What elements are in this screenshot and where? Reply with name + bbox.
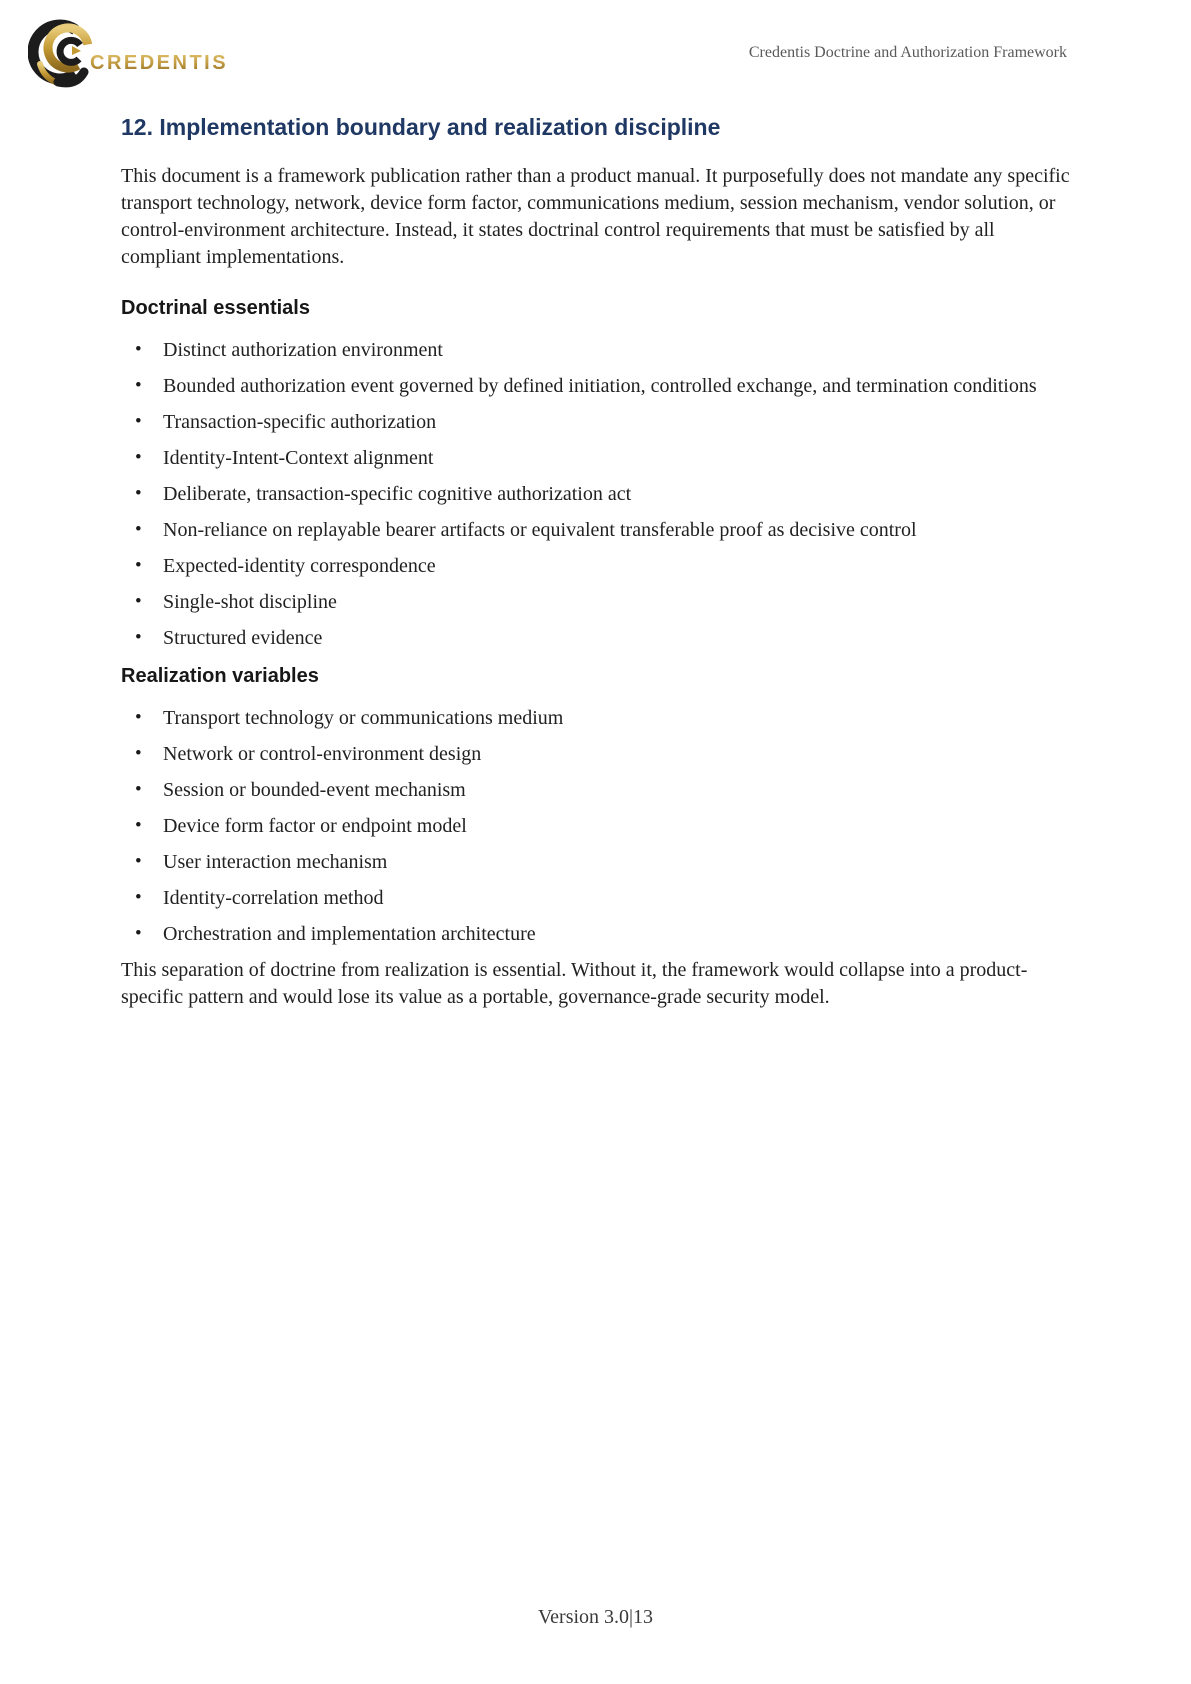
list-item: • Deliberate, transaction-specific cognitive authorization act: [121, 481, 1071, 507]
credentis-logo: [28, 12, 238, 90]
realization-variables-subheading: Realization variables: [121, 665, 319, 687]
section-heading: 12. Implementation boundary and realization discipline: [121, 114, 721, 140]
list-item: • Distinct authorization environment: [121, 337, 1071, 363]
document-body: [121, 112, 1071, 1011]
list-item: • Orchestration and implementation architecture: [121, 921, 1071, 947]
list-item: • Structured evidence: [121, 625, 1071, 651]
list-item: • Identity-Intent-Context alignment: [121, 445, 1071, 471]
list-item: • Bounded authorization event governed by defined initiation, controlled exchange, and termination conditions: [121, 373, 1071, 399]
logo-wordmark: CREDENTIS: [90, 52, 229, 74]
list-item: • Network or control-environment design: [121, 741, 1071, 767]
list-item: • Transport technology or communications medium: [121, 705, 1071, 731]
credentis-logo-mark: [33, 25, 88, 83]
footer-version-label: Version 3.0|13: [537, 1606, 654, 1628]
closing-paragraph: This separation of doctrine from realization is essential. Without it, the framework would collapse into a product-specific pattern and would lose its value as a portable, governance-grade security model.: [121, 959, 1028, 1008]
list-item: • Device form factor or endpoint model: [121, 813, 1071, 839]
list-item: • Transaction-specific authorization: [121, 409, 1071, 435]
doctrinal-essentials-subheading: Doctrinal essentials: [121, 297, 310, 319]
list-item: • User interaction mechanism: [121, 849, 1071, 875]
doctrinal-essentials-list: [121, 337, 1071, 651]
list-item: • Session or bounded-event mechanism: [121, 777, 1071, 803]
intro-paragraph: This document is a framework publication rather than a product manual. It purposefully does not mandate any specific transport technology, network, device form factor, communications medium, session mechanism, vendor solution, or control-environment architecture. Instead, it states doctrinal control requirements that must be satisfied by all compliant implementations.: [121, 165, 1070, 268]
realization-variables-list: [121, 705, 1071, 947]
list-item: • Identity-correlation method: [121, 885, 1071, 911]
running-header-title: Credentis Doctrine and Authorization Framework: [748, 44, 1067, 61]
list-item: • Non-reliance on replayable bearer artifacts or equivalent transferable proof as decisive control: [121, 517, 1071, 543]
list-item: • Single-shot discipline: [121, 589, 1071, 615]
list-item: • Expected-identity correspondence: [121, 553, 1071, 579]
